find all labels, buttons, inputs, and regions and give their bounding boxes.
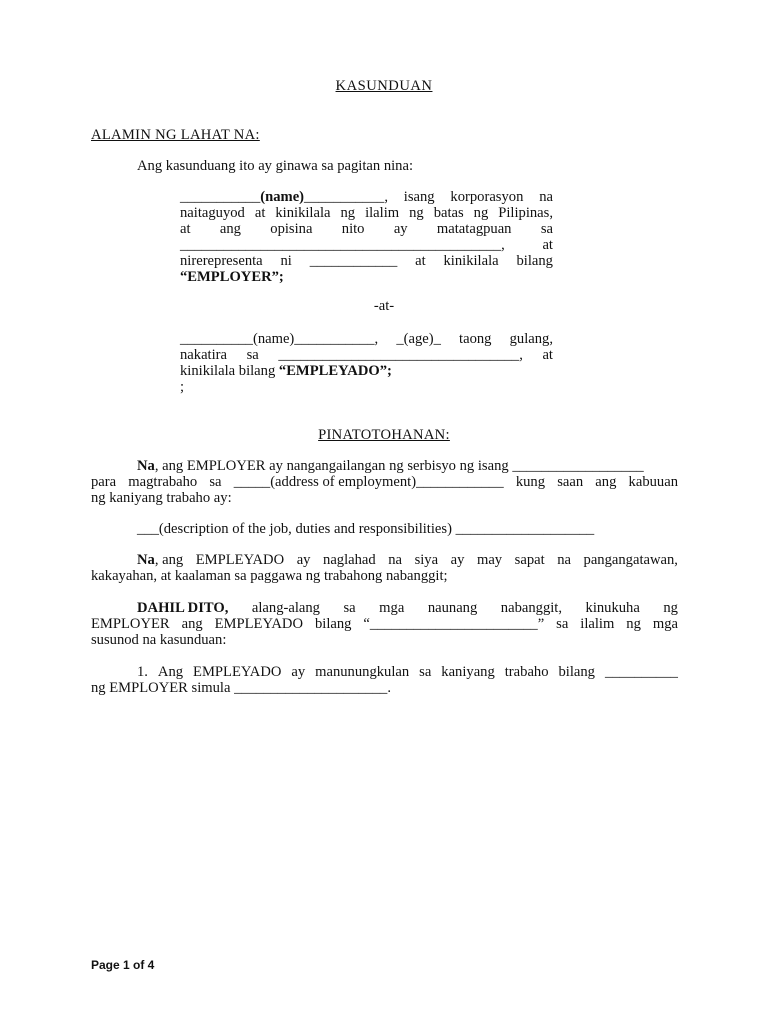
- para2-line-2: [91, 568, 678, 584]
- word: ang: [595, 474, 617, 490]
- word: naglahad: [323, 552, 376, 568]
- word: ay: [393, 221, 408, 237]
- intro-text: Ang kasunduang ito ay ginawa sa pagitan nina:: [137, 158, 413, 174]
- employer-representative-blank: ____________: [309, 253, 398, 269]
- word: sa: [540, 221, 553, 237]
- para2-line-1: [91, 552, 678, 568]
- word: ilalim: [365, 205, 400, 221]
- word: taong: [459, 331, 492, 347]
- position-title-blank: “_______________________”: [363, 616, 545, 632]
- word: kinikilala: [275, 205, 331, 221]
- word: na: [539, 189, 553, 205]
- word: ang: [219, 221, 241, 237]
- word: kinukuha: [585, 600, 640, 616]
- para2-lead-group: Na, ang: [137, 552, 184, 568]
- word: na: [557, 552, 571, 568]
- word: korporasyon: [450, 189, 524, 205]
- word: at: [254, 205, 266, 221]
- word: naunang: [427, 600, 478, 616]
- word: sa: [419, 664, 432, 680]
- word: ng: [626, 616, 641, 632]
- paragraph-employer-need: [91, 458, 678, 506]
- word: mga: [379, 600, 405, 616]
- employer-line-5: [180, 253, 553, 269]
- word: ang: [181, 616, 203, 632]
- para3-line-3-text: susunod na kasunduan:: [91, 632, 227, 648]
- employee-designation: “EMPLEYADO”;: [278, 363, 392, 379]
- employer-line-3: [180, 221, 553, 237]
- clause-item-1: [91, 664, 678, 696]
- word: isang: [403, 189, 435, 205]
- employment-address-blank: _____(address of employment)____________: [233, 474, 504, 490]
- para3-line-3: [91, 632, 678, 648]
- word: kaniyang: [441, 664, 495, 680]
- word: kinikilala: [443, 253, 499, 269]
- word: ay: [291, 664, 306, 680]
- word: siya: [414, 552, 439, 568]
- section-heading: PINATOTOHANAN:: [318, 427, 450, 443]
- greeting-heading: ALAMIN NG LAHAT NA:: [91, 127, 260, 143]
- employer-designation: “EMPLOYER”;: [180, 269, 284, 285]
- employee-block: [180, 331, 553, 395]
- para3-line-2: [91, 616, 678, 632]
- para1-lead: Na: [137, 458, 155, 474]
- para1-line-3: [91, 490, 678, 506]
- word: nabanggit,: [500, 600, 562, 616]
- start-date-line: ng EMPLOYER simula _____________________.: [91, 680, 391, 696]
- employer-block: [180, 189, 553, 285]
- word: magtrabaho: [128, 474, 198, 490]
- word: ng: [409, 205, 424, 221]
- party-separator: -at-: [373, 298, 395, 314]
- word: matatagpuan: [436, 221, 512, 237]
- page-number: Page 1 of 4: [91, 958, 155, 972]
- word: may: [476, 552, 503, 568]
- word: sa: [556, 616, 569, 632]
- word: alang-alang: [251, 600, 320, 616]
- word: mga: [652, 616, 678, 632]
- item1-line-1: [91, 664, 678, 680]
- word: sa: [246, 347, 259, 363]
- word: gulang,: [509, 331, 553, 347]
- word: Ang: [157, 664, 184, 680]
- paragraph-therefore: [91, 600, 678, 648]
- employer-office-address-blank: ____________________________________________,: [180, 237, 505, 253]
- word: EMPLEYADO: [195, 552, 285, 568]
- paragraph-employee-declaration: [91, 552, 678, 584]
- word: opisina: [270, 221, 313, 237]
- para1-line-1: [91, 458, 678, 474]
- para1-line-2: [91, 474, 678, 490]
- word: ni: [280, 253, 292, 269]
- word: pangangatawan,: [583, 552, 678, 568]
- word: EMPLOYER: [91, 616, 170, 632]
- word: EMPLEYADO: [214, 616, 304, 632]
- employer-line-1: [180, 189, 553, 205]
- word: bilang: [558, 664, 595, 680]
- employer-line-2: [180, 205, 553, 221]
- para1-line-3-text: ng kaniyang trabaho ay:: [91, 490, 232, 506]
- employer-name-field: ___________(name)___________,: [180, 189, 388, 205]
- employer-line-6: [180, 269, 553, 285]
- job-description-blank: ___(description of the job, duties and responsibilities) ___________________: [137, 521, 595, 537]
- word: kung: [515, 474, 546, 490]
- word: ng: [663, 600, 678, 616]
- word: manunungkulan: [315, 664, 410, 680]
- word: naitaguyod: [180, 205, 245, 221]
- word: at: [415, 253, 426, 269]
- word: batas: [433, 205, 464, 221]
- word: at: [180, 221, 191, 237]
- word: trabaho: [504, 664, 549, 680]
- word: ng: [473, 205, 489, 221]
- word: Pilipinas,: [498, 205, 553, 221]
- word: ilalim: [580, 616, 615, 632]
- employee-address-blank: _________________________________,: [278, 347, 523, 363]
- document-title: KASUNDUAN: [335, 78, 433, 94]
- employer-line-4: [180, 237, 553, 253]
- item1-line-2: [91, 680, 678, 696]
- word: saan: [557, 474, 584, 490]
- employee-line-1: [180, 331, 553, 347]
- word: nirerepresenta: [180, 253, 263, 269]
- employee-line-3: [180, 363, 553, 379]
- para1-line-1-text: , ang EMPLOYER ay nangangailangan ng serbisyo ng isang __________________: [154, 458, 644, 474]
- employee-designation-prefix: kinikilala bilang: [180, 363, 279, 379]
- word: para: [91, 474, 117, 490]
- semicolon-mark: ;: [180, 379, 185, 395]
- word: ay: [450, 552, 465, 568]
- word: bilang: [516, 253, 553, 269]
- employee-name-blank: __________(name)___________,: [180, 331, 379, 347]
- word: sapat: [514, 552, 545, 568]
- word: EMPLEYADO: [193, 664, 282, 680]
- word: bilang: [314, 616, 352, 632]
- word: sa: [343, 600, 356, 616]
- word: kabuuan: [628, 474, 678, 490]
- word: nito: [341, 221, 365, 237]
- employee-line-2: [180, 347, 553, 363]
- para3-lead: DAHIL DITO,: [137, 600, 229, 616]
- word: na: [388, 552, 403, 568]
- item-number: 1.: [137, 664, 148, 680]
- word: at: [542, 237, 553, 253]
- para2-line-2-text: kakayahan, at kaalaman sa paggawa ng trabahong nabanggit;: [91, 568, 448, 584]
- word: nakatira: [180, 347, 227, 363]
- employee-age-blank: _(age)_: [396, 331, 441, 347]
- word: at: [542, 347, 553, 363]
- job-title-blank: __________: [604, 664, 678, 680]
- word: ng: [340, 205, 356, 221]
- word: sa: [209, 474, 222, 490]
- employee-line-4: [180, 379, 553, 395]
- para3-line-1: [91, 600, 678, 616]
- word: ay: [296, 552, 311, 568]
